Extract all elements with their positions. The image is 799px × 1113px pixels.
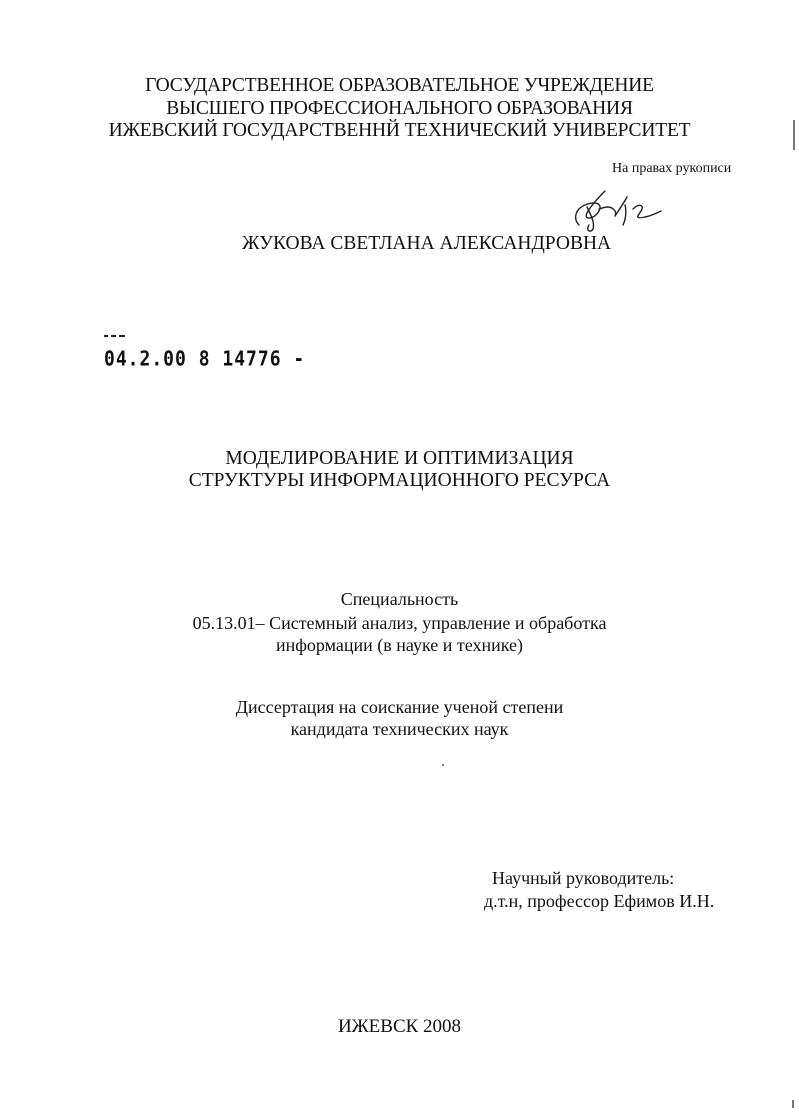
specialty-label: Специальность (340, 589, 459, 609)
scan-edge-mark-bottom (792, 1100, 794, 1108)
institution-line-2: ВЫСШЕГО ПРОФЕССИОНАЛЬНОГО ОБРАЗОВАНИЯ (166, 97, 633, 119)
library-stamp-number: 04.2.00 8 14776 - (104, 347, 306, 372)
author-name: ЖУКОВА СВЕТЛАНА АЛЕКСАНДРОВНА (242, 233, 612, 254)
specialty-description (0, 612, 799, 656)
dissertation-title (0, 448, 799, 492)
institution-line-3: ИЖЕВСКИЙ ГОСУДАРСТВЕННЙ ТЕХНИЧЕСКИЙ УНИВЕРСИТЕТ (108, 120, 691, 141)
title-line-1: МОДЕЛИРОВАНИЕ И ОПТИМИЗАЦИЯ (225, 448, 574, 469)
institution-header (0, 75, 799, 143)
scan-edge-mark (793, 120, 795, 150)
city-and-year: ИЖЕВСК 2008 (337, 1016, 462, 1037)
scan-speck (442, 764, 444, 766)
stamp-number-text: 04.2.00 8 14776 (104, 347, 282, 372)
title-line-2: СТРУКТУРЫ ИНФОРМАЦИОННОГО РЕСУРСА (188, 470, 611, 491)
institution-line-1: ГОСУДАРСТВЕННОЕ ОБРАЗОВАТЕЛЬНОЕ УЧРЕЖДЕНИЕ (145, 75, 654, 96)
handwritten-signature (565, 185, 665, 235)
supervisor-label: Научный руководитель: (492, 868, 675, 888)
degree-line-1: Диссертация на соискание ученой степени (235, 697, 564, 717)
scientific-supervisor (484, 867, 715, 913)
specialty-line-2: информации (в науке и технике) (275, 635, 524, 655)
degree-line-2: кандидата технических наук (290, 719, 509, 739)
stamp-marks (104, 333, 126, 339)
supervisor-name: д.т.н, профессор Ефимов И.Н. (484, 891, 715, 911)
specialty-line-1: 05.13.01– Системный анализ, управление и обработка (192, 613, 607, 633)
degree-statement (0, 696, 799, 740)
manuscript-rights-note: На правах рукописи (612, 161, 732, 176)
